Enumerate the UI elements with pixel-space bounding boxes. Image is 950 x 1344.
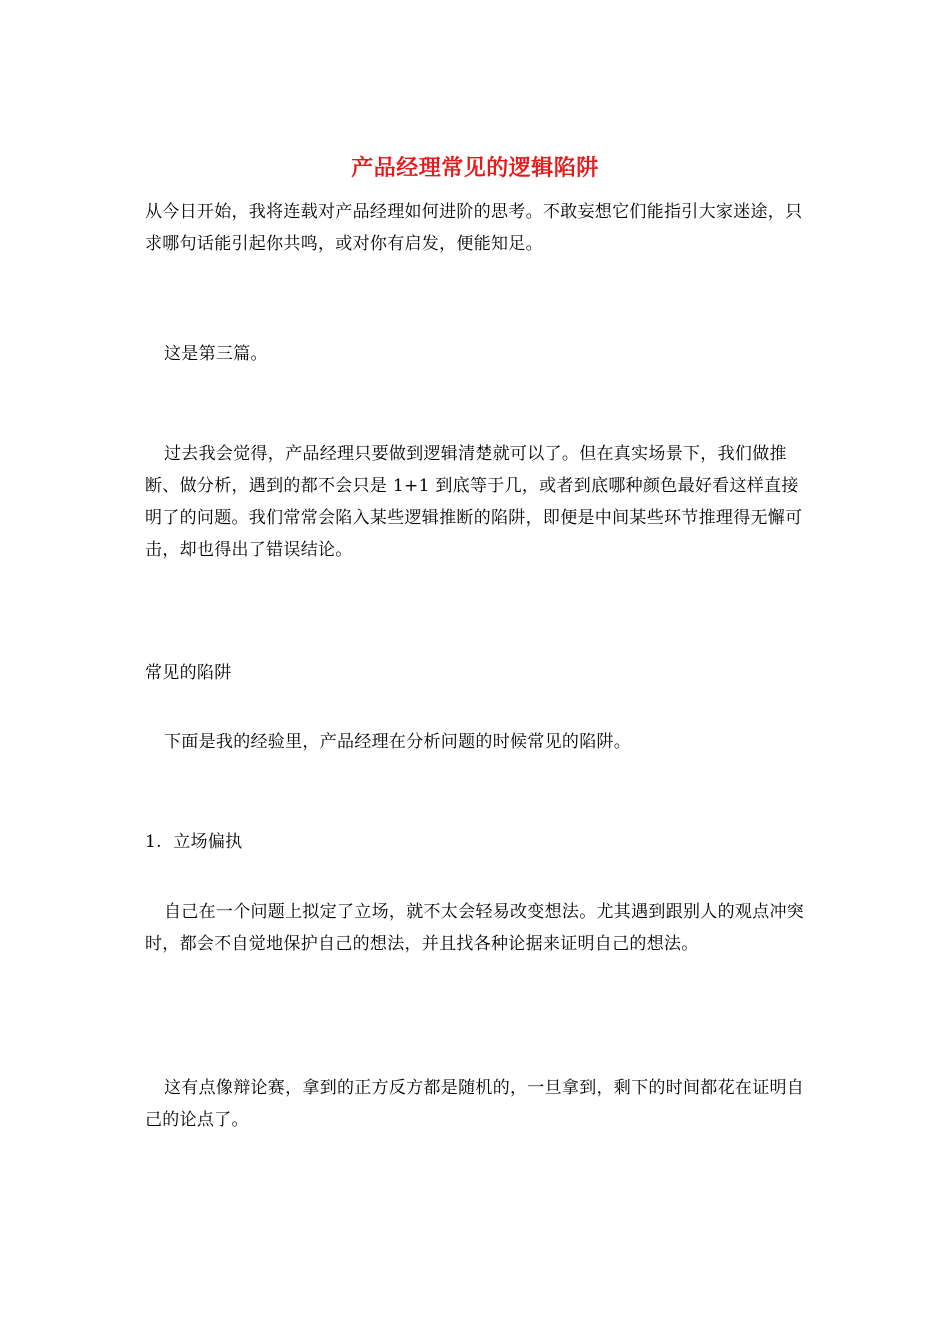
paragraph-debate-analogy: 这有点像辩论赛，拿到的正方反方都是随机的，一旦拿到，剩下的时间都花在证明自己的论点了。	[145, 1078, 805, 1130]
paragraph-intro: 从今日开始，我将连载对产品经理如何进阶的思考。不敢妄想它们能指引大家迷途，只求哪句话能引起你共鸣，或对你有启发，便能知足。	[145, 202, 803, 254]
document-title: 产品经理常见的逻辑陷阱	[351, 155, 599, 181]
paragraph-stance-bias: 自己在一个问题上拟定了立场，就不太会轻易改变想法。尤其遇到跟别人的观点冲突时，都会不自觉地保护自己的想法，并且找各种论据来证明自己的想法。	[145, 902, 805, 954]
list-item-heading-stance-bias: 1. 立场偏执	[145, 832, 243, 852]
paragraph-traps-intro: 下面是我的经验里，产品经理在分析问题的时候常见的陷阱。	[164, 732, 632, 752]
paragraph-series-note: 这是第三篇。	[164, 344, 268, 364]
paragraph-background: 过去我会觉得，产品经理只要做到逻辑清楚就可以了。但在真实场景下，我们做推断、做分析，遇到的都不会只是 1+1 到底等于几，或者到底哪种颜色最好看这样直接明了的问题。我们常常会陷入某些逻辑推断的陷阱，即便是中间某些环节推理得无懈可击，却也得出了错误结论。	[145, 444, 803, 560]
section-heading-common-traps: 常见的陷阱	[145, 663, 232, 683]
